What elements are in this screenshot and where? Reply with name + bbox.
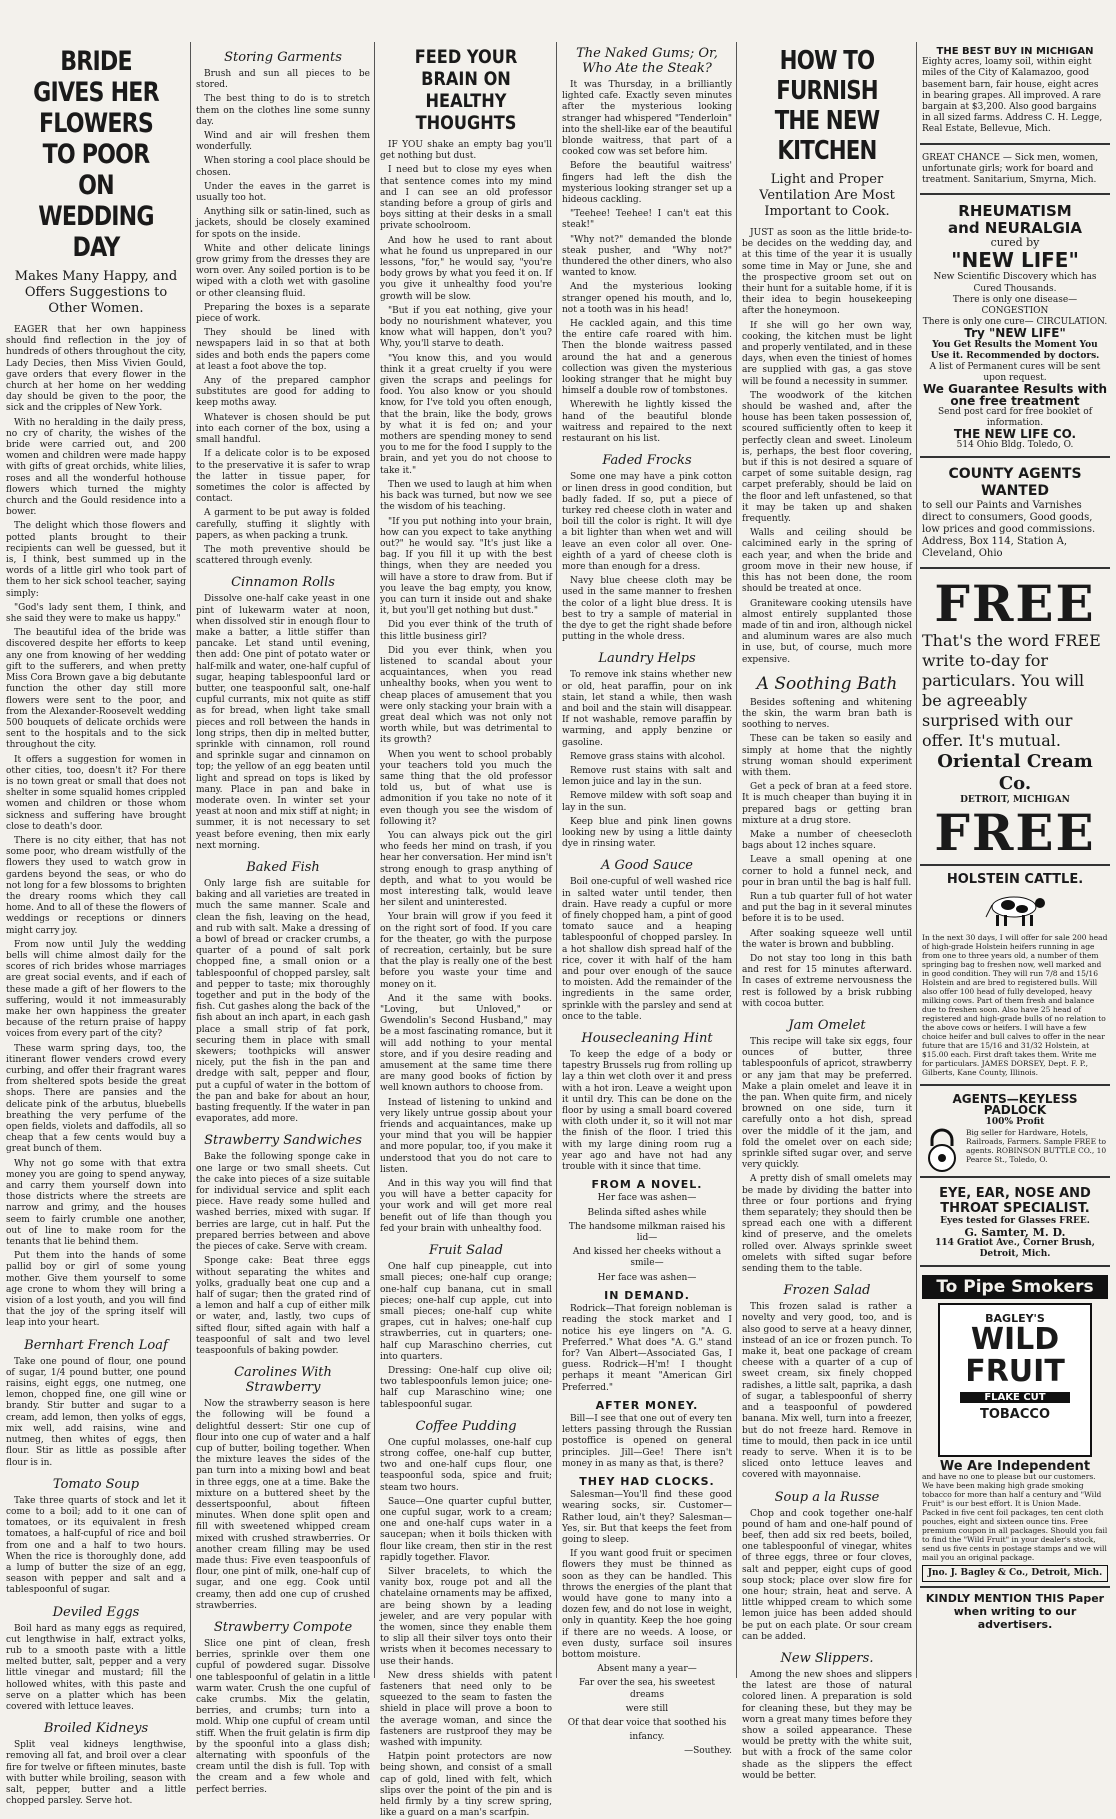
ad-line: 514 Ohio Bldg. Toledo, O. bbox=[956, 440, 1074, 451]
paragraph: And how he used to rant about what he found us unprepared in our lessons, "for," he would say, "you're body grows by what you feed it on. If you give it unhealthy food you're growth will be slow. bbox=[380, 235, 552, 302]
poem-line: Far over the sea, his sweetest dreams bbox=[578, 1678, 716, 1700]
paragraph: Keep blue and pink linen gowns looking new by using a little dainty dye in rinsing water. bbox=[562, 816, 732, 850]
subhead: New Slippers. bbox=[780, 1650, 874, 1666]
paragraph: When you went to school probably your teachers told you much the same thing that the old professor told us, but of what use is admonition if you take no note of it even though you see the wisdom of following it? bbox=[380, 749, 552, 827]
subhead: Fruit Salad bbox=[428, 1243, 503, 1259]
ad-wild-fruit bbox=[920, 1271, 1110, 1588]
ad-line: You Get Results the Moment You Use it. Recommended by doctors. bbox=[930, 339, 1100, 361]
paragraph: This recipe will take six eggs, four ounces of butter, three tablespoonfuls of apricot, strawberry or any jam that may be preferred. Make a plain omelet and leave it in the pan. When quite firm, and nicely browned on one side, turn it carefully onto a hot dish, spread over the middle of it the jam, and fold the omelet over on each side; sprinkle sifted sugar over, and serve very quickly. bbox=[742, 1037, 912, 1171]
ad-company: Oriental Cream Co. bbox=[937, 750, 1093, 794]
ad-title: RHEUMATISM bbox=[958, 202, 1072, 221]
poem-line: The handsome milkman raised his lid— bbox=[568, 1221, 726, 1244]
paragraph: Get a peck of bran at a feed store. It is much cheaper than buying it in prepared bags or getting bran mixture at a drug store. bbox=[742, 782, 912, 826]
paragraph: Run a tub quarter full of hot water and put the bag in it several minutes before it is to be used. bbox=[742, 891, 912, 925]
paragraph: Did you ever think, when you listened to scandal about your acquaintances, when you read unhealthy books, when you went to cheap places of amusement that you were only stacking your brain with a great deal which was not only not worth while, but was detrimental to its growth? bbox=[380, 645, 552, 746]
paragraph: When storing a cool place should be chosen. bbox=[196, 156, 370, 178]
subhead: Tomato Soup bbox=[52, 1476, 140, 1492]
poem-line: infancy. bbox=[629, 1732, 665, 1743]
paragraph: Only large fish are suitable for baking and all varieties are treated in much the same manner. Scale and clean the fish, leaving on the head, and rub with salt. Make a dressing of a bowl of bread or cracker crumbs, a quarter of a pound of salt pork chopped fine, a small onion or a tablespoonful of chopped parsley, salt and pepper to taste; mix thoroughly together and put in the body of the fish. Cut gashes along the back of the fish about an inch apart, in each gash place a small strip of fat pork, securing them in place with small skewers; toothpicks will answer nicely, put the fish in the pan and dredge with salt, pepper and flour, put a cupful of water in the bottom of the pan and bake for about an hour, basting frequently. If the water in pan evaporates, add more. bbox=[196, 879, 370, 1125]
paragraph: Slice one pint of clean, fresh berries, sprinkle over them one cupful of powdered sugar. Dissolve one tablespoonful of gelatin in a little warm water. Crush the one cupful of cake crumbs. Mix the gelatin, berries, and crumbs; turn into a mold. Whip one cupful of cream until stiff. When the fruit gelatin is firm dip by the spoonful into a glass dish; alternating with spoonfuls of the cream until the dish is full. Top with the cream and a few whole and perfect berries. bbox=[196, 1638, 370, 1795]
ad-body: and have no one to please but our customers. We have been making high grade smoking tobacco for more than half a century and "Wild Fruit" is our best effort. It is Union Made. Packed in five cent foil packages, ten cent cloth pouches, eight and sixteen ounce tins. Free premium coupon in all packages. Should you fail to find the "Wild Fruit" in your dealer's stock, send us five cents in postage stamps and we will mail you an original package. bbox=[922, 1471, 1108, 1562]
ad-body: Eighty acres, loamy soil, within eight miles of the City of Kalamazoo, good basement barn, fair house, eight acres in bearing grapes. All improved. A rare bargain at $3,200. Also good bargains in all sized farms. Address C. H. Legge, Real Estate, Bellevue, Mich. bbox=[922, 57, 1103, 135]
paragraph: If you want good fruit or specimen flowers they must be thinned as soon as they can be handled. This throws the energies of the plant that would have gone to many into a dozen few, and do not lose in weight, only in quantity. Keep the hoe going if there are no weeds. A loose, or even dusty, surface soil insures bottom moisture. bbox=[562, 1549, 732, 1660]
subhead: Jam Omelet bbox=[788, 1018, 866, 1033]
column-4 bbox=[562, 42, 732, 1757]
paragraph: Sponge cake: Beat three eggs without separating the whites and yolks, gradually beat one cup and a half of sugar; then the grated rind of a lemon and half a cup of either milk or water, and, lastly, two cups of sifted flour, sifted again with half a teaspoonful of salt and two level teaspoonfuls of baking powder. bbox=[196, 1256, 370, 1356]
ad-line: 100% Profit bbox=[985, 1116, 1045, 1127]
paragraph: The moth preventive should be scattered through evenly. bbox=[196, 544, 370, 567]
paragraph: From now until July the wedding bells will chime almost daily for the scores of rich brides whose marriages are great social events, and if each of these made a gift of her flowers to the suffering, would it not immeasurably make her own happiness the greater because of the return praise of happy voices from every part of the city? bbox=[6, 939, 186, 1040]
ad-body: to sell our Paints and Varnishes direct to consumers, Good goods, low prices and good commissions. Address, Box 114, Station A, Cleveland, Ohio bbox=[922, 499, 1096, 559]
headline-brain: FEED YOUR BRAIN ON HEALTHY THOUGHTS bbox=[414, 46, 518, 134]
ad-company: Jno. J. Bagley & Co., Detroit, Mich. bbox=[922, 1565, 1108, 1582]
paragraph: Take one pound of flour, one pound of sugar, 1/4 pound butter, one pound raisins, eight eggs, one nutmeg, one lemon, chopped fine, one gill wine or brandy. Stir butter and sugar to a cream, add lemon, then yolks of eggs, mix well, add raisins, wine and nutmeg, then whites of eggs, then flour. Stir as little as possible after flour is in. bbox=[6, 1356, 186, 1468]
paragraph: Under the eaves in the garret is usually too hot. bbox=[196, 181, 370, 204]
ad-county-agents bbox=[920, 462, 1110, 569]
paragraph: Any of the prepared camphor substitutes are good for adding to keep moths away. bbox=[196, 376, 370, 409]
paragraph: And it the same with books. "Loving, but Unloved," or Gwendolin's Second Husband," may be a most fascinating romance, but it will add nothing to your mental store, and if you desire reading and amusement at the same time there are many good books of fiction by well known authors to choose from. bbox=[380, 993, 552, 1094]
paragraph: Brush and sun all pieces to be stored. bbox=[196, 69, 370, 91]
paragraph: Sauce—One quarter cupful butter, one cupful sugar, work to a cream; one and one-half cups water in a saucepan; when it boils thicken with flour like cream, then stir in the rest rapidly together. Flavor. bbox=[380, 1496, 552, 1563]
paragraph: Leave a small opening at one corner to hold a funnel neck, and pour in bran until the bag is half full. bbox=[742, 855, 912, 888]
ad-line: There is only one disease— CONGESTION bbox=[952, 294, 1078, 317]
paragraph: Silver bracelets, to which the vanity box, rouge pot and all the chatelaine ornaments may be affixed, are being shown by a leading jeweler, and are very popular with the women, since they enable them to slip all their silver toys onto their wrists when it becomes necessary to use their hands. bbox=[380, 1566, 552, 1667]
paragraph: The best thing to do is to stretch them on the clothes line some sunny day. bbox=[196, 94, 370, 127]
subhead: Cinnamon Rolls bbox=[231, 575, 335, 591]
ad-title: EYE, EAR, NOSE AND THROAT SPECIALIST. bbox=[939, 1185, 1091, 1216]
deck-kitchen: Light and Proper Ventilation Are Most Important to Cook. bbox=[759, 172, 895, 219]
paragraph: I need but to close my eyes when that sentence comes into my mind and I can see an old professor standing before a group of girls and boys sitting at their desks in a small private schoolroom. bbox=[380, 165, 552, 232]
paragraph: Bake the following sponge cake in one large or two small sheets. Cut the cake into pieces of a size suitable for individual service and split each piece. Have ready some hulled and washed berries, mixed with sugar. If berries are large, cut in half. Put the prepared berries between and above the pieces of cake. Serve with cream. bbox=[196, 1152, 370, 1253]
paragraph: Wind and air will freshen them wonderfully. bbox=[196, 131, 370, 153]
poem-line: And kissed her cheeks without a smile— bbox=[572, 1247, 722, 1269]
paragraph: To remove ink stains whether new or old, heat paraffin, pour on ink stain, let stand a while, then wash and boil and the stain will disappear. If not washable, remove paraffin by warming, and apply benzine or gasoline. bbox=[562, 670, 732, 748]
paragraph: It was Thursday, in a brilliantly lighted cafe. Exactly seven minutes after the mysterious looking stranger had whispered "Tenderloin" into the shell-like ear of the beautiful blonde waitress, that part of a cooked cow was set before him. bbox=[562, 80, 732, 158]
paragraph: Among the new shoes and slippers the latest are those of natural colored linen. A preparation is sold for cleaning these, but they may be worn a great many times before they show a soiled appearance. These would be pretty with the white suit, but with a frock of the same color shade as the slippers the effect would be better. bbox=[742, 1669, 912, 1781]
paragraph: The woodwork of the kitchen should be washed and, after the house has been taken possession of, scoured sufficiently often to keep it perfectly clean and sweet. Linoleum is, perhaps, the best floor covering, but if this is not desired a square of carpet of some suitable design, rag carpet preferably, should be laid on the floor and left unfastened, so that it may be taken up and shaken frequently. bbox=[742, 390, 912, 525]
ad-body: GREAT CHANCE — Sick men, women, unfortunate girls; work for board and treatment. Sanitarium, Smyrna, Mich. bbox=[922, 152, 1099, 186]
ad-michigan-farm bbox=[920, 42, 1110, 145]
paragraph: Why not go some with that extra money you are going to spend anyway, and carry them yourself down into those districts where the streets are narrow and grimy, and the houses seem to fairly crumble one another, out of line to make room for the tenants that lie behind them. bbox=[6, 1158, 186, 1248]
paragraph: Graniteware cooking utensils have almost entirely supplanted those made of tin and iron, although nickel and aluminum wares are also much in use, but, of course, much more expensive. bbox=[742, 598, 912, 665]
box-heading: IN DEMAND. bbox=[604, 1288, 690, 1302]
ad-line: THE NEW LIFE CO. bbox=[953, 427, 1077, 442]
poem-line: Belinda sifted ashes while bbox=[587, 1207, 707, 1218]
ad-free-word: FREE bbox=[934, 802, 1096, 862]
paragraph: The beautiful idea of the bride was discovered despite her efforts to keep any one from knowing of her wedding gift to the sufferers, and when pretty Miss Cora Brown gave a big debutante function the other day still more flowers were sent to the poor, and from the Alexander-Roosevelt wedding 500 bouquets of delicate orchids were sent to the hospitals and to the sick throughout the city. bbox=[6, 628, 186, 751]
headline-gums-2: Who Ate the Steak? bbox=[582, 61, 712, 76]
box-heading: AFTER MONEY. bbox=[595, 1398, 699, 1412]
box-heading: THEY HAD CLOCKS. bbox=[579, 1474, 715, 1488]
package-brand: BAGLEY'S bbox=[985, 1311, 1045, 1325]
paragraph: After soaking squeeze well until the water is brown and bubbling. bbox=[742, 928, 912, 950]
ad-title: To Pipe Smokers bbox=[922, 1275, 1108, 1299]
ad-new-life bbox=[920, 199, 1110, 457]
poem-line: Of that dear voice that soothed his bbox=[567, 1718, 727, 1728]
paragraph: Remove grass stains with alcohol. bbox=[570, 751, 726, 762]
ad-line: A list of Permanent cures will be sent upon request. bbox=[929, 362, 1101, 384]
paragraph: Remove mildew with soft soap and lay in the sun. bbox=[562, 791, 732, 813]
poem-line: were still bbox=[625, 1703, 669, 1714]
paragraph: You can always pick out the girl who feeds her mind on trash, if you hear her conversation. Her mind isn't strong enough to grasp anything of depth, and what to you would be most interesting talk, would leave her silent and uninterested. bbox=[380, 830, 552, 909]
paragraph: A garment to be put away is folded carefully, stuffing it slightly with papers, as when packing a trunk. bbox=[196, 508, 370, 541]
ad-eye-specialist bbox=[920, 1182, 1110, 1267]
ad-line: Eyes tested for Glasses FREE. bbox=[940, 1215, 1090, 1226]
subhead: Laundry Helps bbox=[598, 651, 696, 667]
paragraph: This frozen salad is rather a novelty and very good, too, and is also good to serve at a heavy dinner, instead of an ice or frozen punch. To make it, beat one package of cream cheese with a quarter of a cup of sweet cream, six finely chopped radishes, a little salt, paprika, a dash of sugar, a tablespoonful of sherry and a teaspoonful of powdered banana. Mix well, turn into a freezer, but do not freeze hard. Remove in time to mould, then pack in ice until ready to serve. When it is to be sliced onto lettuce leaves and covered with mayonnaise. bbox=[742, 1302, 912, 1481]
paragraph: It offers a suggestion for women in other cities, too, doesn't it? For there is no town great or small that does not shelter in some squalid homes crippled women and children or those whom sickness and suffering have brought close to death's door. bbox=[6, 754, 186, 832]
paragraph: Walls and ceiling should be calcimined early in the spring of each year, and when the bride and groom move in their new house, if this has not been done, the room should be treated at once. bbox=[742, 528, 912, 595]
paragraph: Do not stay too long in this bath and rest for 15 minutes afterward. In cases of extreme nervousness the rest is followed by a brisk rubbing with cocoa butter. bbox=[742, 953, 912, 1009]
ad-title: AGENTS—KEYLESS PADLOCK bbox=[952, 1092, 1078, 1118]
ad-sanitarium bbox=[920, 149, 1110, 196]
subhead: Soup a la Russe bbox=[774, 1489, 880, 1505]
paragraph: Now the strawberry season is here the following will be found a delightful dessert: Stir one cup of flour into one cup of water and a half cup of butter, boiling together. When the mixture leaves the sides of the pan turn into a mixing bowl and beat in three eggs, one at a time. Bake the mixture on a buttered sheet by the dessertspoonful, about fifteen minutes. When done split open and fill with sweetened whipped cream mixed with crushed strawberries. Or another cream filling may be used made thus: Five even teaspoonfuls of flour, one pint of milk, one-half cup of sugar, and one egg. Cook until creamy, then add one cup of crushed strawberries. bbox=[196, 1399, 370, 1611]
ad-line: There is only one cure— CIRCULATION. bbox=[922, 317, 1108, 328]
paragraph: Dressing: One-half cup olive oil; two tablespoonfuls lemon juice; one-half cup Maraschino wine; one tablespoonful sugar. bbox=[380, 1365, 552, 1410]
paragraph: Whatever is chosen should be put into each corner of the box, using a small handful. bbox=[196, 412, 370, 446]
paragraph: And the mysterious looking stranger opened his mouth, and lo, not a tooth was in his head! bbox=[562, 282, 732, 315]
subhead: Frozen Salad bbox=[783, 1283, 871, 1299]
ad-line: cured by bbox=[990, 236, 1040, 250]
padlock-icon bbox=[922, 1128, 962, 1172]
paragraph: Split veal kidneys lengthwise, removing all fat, and broil over a clear fire for twelve or fifteen minutes, baste with butter while broiling, season with salt, pepper, butter and a little chopped parsley. Serve hot. bbox=[6, 1740, 186, 1807]
paragraph: "God's lady sent them, I think, and she said they were to make us happy." bbox=[6, 602, 186, 625]
ad-body: In the next 30 days, I will offer for sale 200 head of high-grade Holstein heifers running in age from one to three years old, a number of them springing bag to freshen now, well marked and in good condition. They will run 7/8 and 15/16 Holstein and are bred to registered bulls. Will also offer 100 head of fully developed, heavy milking cows. Part of them fresh and balance due to freshen soon. Also have 25 head of registered and high-grade bulls of no relation to the above cows or heifers. I will have a few choice heifer and bull calves to offer in the near future that are 15/16 and 31/32 Holstein, at $15.00 each. First draft takes them. Write me for particulars. JAMES DORSEY, Dept. F. P., Gilberts, Kane County, Illinois. bbox=[922, 933, 1108, 1078]
subhead: Carolines With Strawberry bbox=[234, 1365, 332, 1396]
paragraph: "But if you eat nothing, give your body no nourishment whatever, you know what will happen, don't you? Why, you'll starve to death. bbox=[380, 305, 552, 350]
paragraph: "You know this, and you would think it a great cruelty if you were given the scraps and peelings for food. You also know or you should know, for I've told you often enough, that the brain, like the body, grows by what it is fed on; and your mothers are spending money to send you to me for the food I supply to the brain, and yet you do not choose to take it." bbox=[380, 353, 552, 476]
subhead: Baked Fish bbox=[246, 860, 320, 875]
ad-title: and NEURALGIA bbox=[948, 219, 1082, 238]
ad-kindly-mention: KINDLY MENTION THIS Paper when writing to our advertisers. bbox=[925, 1591, 1105, 1631]
paragraph: These can be taken so easily and simply at home that the nightly strung woman should experiment with them. bbox=[742, 734, 912, 778]
paragraph: Instead of listening to unkind and very likely untrue gossip about your friends and acquaintances, make up your mind that you will be happier and more popular, too, if you make it understood that you do not care to listen. bbox=[380, 1097, 552, 1175]
paragraph: He cackled again, and this time the entire cafe roared with him. Then the blonde waitress passed around the hat and a generous collection was given the mysterious looking stranger that he might buy himself a double row of tombstones. bbox=[562, 319, 732, 397]
paragraph: IF YOU shake an empty bag you'll get nothing but dust. bbox=[380, 140, 552, 162]
ad-line: G. Samter, M. D. bbox=[964, 1225, 1066, 1239]
package-brand: WILD bbox=[970, 1321, 1060, 1357]
subhead: A Soothing Bath bbox=[756, 673, 898, 694]
paragraph: Boil hard as many eggs as required, cut lengthwise in half, extract yolks, rub to a smooth paste with a little melted butter, salt, pepper and a very little vinegar and mustard; fill the hollowed whites, with this paste and serve on a platter which has been covered with lettuce leaves. bbox=[6, 1623, 186, 1712]
deck-bride: Makes Many Happy, and Offers Suggestions to Other Women. bbox=[14, 269, 178, 316]
ad-title: "NEW LIFE" bbox=[951, 248, 1079, 273]
paragraph: JUST as soon as the little bride-to-be decides on the wedding day, and at this time of the year it is usually some time in May or June, she and the prospective groom set out on their hunt for a suitable home, if it is their idea to begin housekeeping after the honeymoon. bbox=[742, 228, 912, 317]
paragraph: To keep the edge of a body or tapestry Brussels rug from rolling up lay a thin wet cloth over it and press with a hot iron. Leave a weight upon it until dry. This can be done on the floor by using a small board covered with cloth under it, so it will not mar the finish of the floor. I tried this with my large dining room rug a year ago and have not had any trouble with it since that time. bbox=[562, 1050, 732, 1173]
paragraph: "Why not?" demanded the blonde steak pusher, and "Why not?" thundered the other diners, who also wanted to know. bbox=[562, 234, 732, 279]
paragraph: White and other delicate linings grow grimy from the dresses they are worn over. Any soiled portion is to be wiped with a cloth wet with gasoline or other cleansing fluid. bbox=[196, 243, 370, 299]
ad-subtitle: We Are Independent bbox=[939, 1458, 1091, 1474]
headline-kitchen: HOW TO FURNISH THE NEW KITCHEN bbox=[774, 46, 880, 166]
poem-line: Her face was ashen— bbox=[597, 1272, 697, 1283]
ad-padlock bbox=[920, 1090, 1110, 1178]
paragraph: Your brain will grow if you feed it on the right sort of food. If you care for the theater, go with the purpose of recreation, certainly, but be sure that the play is really one of the best before you waste your time and money on it. bbox=[380, 912, 552, 990]
subhead: Faded Frocks bbox=[602, 453, 692, 469]
poem-line: Her face was ashen— bbox=[597, 1193, 697, 1204]
box-heading: FROM A NOVEL. bbox=[591, 1178, 703, 1192]
ad-body: That's the word FREE write to-day for particulars. You will be agreeably surprised with our offer. It's mutual. bbox=[922, 630, 1101, 750]
column-rule bbox=[190, 42, 191, 1678]
paragraph: Salesman—You'll find these good wearing socks, sir. Customer—Rather loud, ain't they? Salesman—Yes, sir. But that keeps the feet from going to sleep. bbox=[562, 1490, 732, 1545]
column-2 bbox=[196, 42, 370, 1795]
ad-oriental-cream bbox=[920, 573, 1110, 866]
paragraph: Rodrick—That foreign nobleman is reading the stock market and I notice his eye lingers on "A. G. Preferred." What does "A. G." stand for? Van Albert—Associated Gas, I guess. Rodrick—H'm! I thought perhaps it meant "American Girl Preferred." bbox=[562, 1304, 732, 1393]
subhead: Housecleaning Hint bbox=[581, 1031, 713, 1047]
paragraph: If she will go her own way, cooking, the kitchen must be light and properly ventilated, and in these days, when even the tiniest of homes are supplied with gas, a gas stove will be found a necessity in summer. bbox=[742, 320, 912, 387]
cow-icon bbox=[980, 889, 1050, 929]
column-rule bbox=[556, 42, 557, 1678]
paragraph: And in this way you will find that you will have a better capacity for your work and will get more real benefit out of life than though you fed your brain with unhealthy food. bbox=[380, 1179, 552, 1234]
paragraph: Chop and cook together one-half pound of ham and one-half pound of beef, then add six red beets, boiled, one tablespoonful of vinegar, whites of three eggs, three or four cloves, salt and pepper, eight cups of good soup stock; place over slow fire for one hour; strain, heat and serve. A little whipped cream to which some lemon juice has been added should be put on each plate. Or sour cream can be added. bbox=[742, 1508, 912, 1642]
poem-line: Absent many a year— bbox=[597, 1664, 697, 1675]
paragraph: Besides softening and whitening the skin, the warm bran bath is soothing to nerves. bbox=[742, 697, 912, 731]
paragraph: EAGER that her own happiness should find reflection in the joy of hundreds of others throughout the city, Lady Decies, then Miss Vivien Gould, gave orders that every flower in the church at her home on her wedding day should be given to the poor, the sick and the cripples of New York. bbox=[6, 325, 186, 414]
column-rule bbox=[916, 42, 917, 1678]
subhead: Deviled Eggs bbox=[52, 1604, 140, 1620]
paragraph: Some one may have a pink cotton or linen dress in good condition, but badly faded. If so, put a piece of turkey red cheese cloth in water and boil till the color is right. It will dye a bit lighter than when wet and will leave an even color all over. One-eighth of a yard of cheese cloth is more than enough for a dress. bbox=[562, 472, 732, 572]
paragraph: Hatpin point protectors are now being shown, and consist of a small cap of gold, lined with felt, which slips over the point of the pin and is held firmly by a tiny screw spring, like a guard on a man's scarfpin. bbox=[380, 1752, 552, 1819]
paragraph: Bill—I see that one out of every ten letters passing through the Russian postoffice is opened on general principles. Jill—Gee! There isn't money in as many as that, is there? bbox=[562, 1413, 732, 1469]
subhead: Strawberry Compote bbox=[213, 1619, 353, 1635]
paragraph: They should be lined with newspapers laid in so that at both sides and both ends the papers come at least a foot above the top. bbox=[196, 328, 370, 372]
paragraph: With no heralding in the daily press, no cry of charity, the wishes of the bride were carried out, and 200 women and children were made happy with gifts of great orchids, white lilies, roses and all the wonderful hothouse flowers which turned the mighty church and the Gould residence into a bower. bbox=[6, 417, 186, 518]
ad-body: Big seller for Hardware, Hotels, Railroads, Farmers. Sample FREE to agents. ROBINSON BUTTLE CO., 10 Pearce St., Toledo, O. bbox=[966, 1127, 1107, 1164]
paragraph: Boil one-cupful of well washed rice in salted water until tender, then drain. Have ready a cupful or more of finely chopped ham, a pint of good tomato sauce and a heaping tablespoonful of chopped parsley. In a hot shallow dish spread half of the rice, cover it with half of the ham and pour over enough of the sauce to moisten. Add the remainder of the ingredients in the same order, sprinkle with the parsley and send at once to the table. bbox=[562, 877, 732, 1022]
paragraph: Put them into the hands of some pallid boy or girl of some young mother. Give them yourself to some age crone to whom they will bring a vision of a lost youth, and you will find that the joy of the spring itself will leap into your heart. bbox=[6, 1251, 186, 1329]
column-rule bbox=[374, 42, 375, 1678]
poem-attribution: —Southey. bbox=[684, 1746, 732, 1757]
subhead: Storing Garments bbox=[224, 50, 342, 65]
headline-gums: The Naked Gums; Or, bbox=[576, 46, 718, 61]
paragraph: Did you ever think of the truth of this little business girl? bbox=[380, 620, 552, 642]
paragraph: A pretty dish of small omelets may be made by dividing the batter into three or four portions and frying them separately; they should then be spread each one with a different kind of preserve, and the omelets rolled over. Always sprinkle sweet omelets with sifted sugar before sending them to the table. bbox=[742, 1174, 912, 1275]
package-brand: FLAKE CUT bbox=[960, 1392, 1070, 1403]
ad-line: Try "NEW LIFE" bbox=[964, 326, 1066, 341]
column-1 bbox=[6, 42, 186, 1807]
column-5 bbox=[742, 42, 912, 1781]
column-ads bbox=[920, 42, 1110, 1678]
package-brand: TOBACCO bbox=[979, 1406, 1051, 1422]
ad-line: New Scientific Discovery which has Cured Thousands. bbox=[933, 272, 1097, 294]
paragraph: If a delicate color is to be exposed to the preservative it is safer to wrap the latter in tissue paper, for sometimes the color is affected by contact. bbox=[196, 449, 370, 505]
ad-title: HOLSTEIN CATTLE. bbox=[946, 871, 1084, 887]
ad-title: THE BEST BUY IN MICHIGAN bbox=[936, 46, 1094, 57]
ad-holstein bbox=[920, 870, 1110, 1086]
paragraph: Anything silk or satin-lined, such as jackets, should be closely examined for spots on the inside. bbox=[196, 207, 370, 240]
paragraph: Dissolve one-half cake yeast in one pint of lukewarm water at noon, when dissolved stir in enough flour to make a batter, a little stiffer than pancake. Let stand until evening, then add: One pint of potato water or half-milk and water, one-half cupful of sugar, heaping tablespoonful lard or butter, one teaspoonful salt, one-half cupful currants, mix not quite as stiff as for bread, when light take small pieces and roll between the hands in long strips, then dip in melted butter, sprinkle with cinnamon, roll round and sprinkle sugar and cinnamon on top; the yellow of an egg beaten until light and spread on tops is liked by many. Place in pan and bake in moderate oven. In winter set your yeast at noon and mix stiff at night; in summer, it is not necessary to set yeast before evening, then mix early next morning. bbox=[196, 594, 370, 851]
paragraph: Navy blue cheese cloth may be used in the same manner to freshen the color of a light blue dress. It is best to try a sample of material in the dye to get the right shade before putting in the whole dress. bbox=[562, 576, 732, 643]
paragraph: Before the beautiful waitress' fingers had left the dish the mysterious looking stranger set up a hideous cackling. bbox=[562, 161, 732, 206]
paragraph: These warm spring days, too, the itinerant flower venders crowd every curbing, and offer their fragrant wares from sheltered spots beside the great shops. There are pansies and the delicate pink of the arbutus, bluebells breathing the very perfume of the open fields, violets and daffodils, all so cheap that a few cents would buy a great bunch of them. bbox=[6, 1043, 186, 1155]
ad-line: 114 Gratiot Ave., Corner Brush, Detroit, Mich. bbox=[935, 1238, 1095, 1260]
paragraph: There is no city either, that has not some poor, who dream wistfully of the flowers they used to watch grow in gardens beyond the seas, or who do not long for a few blossoms to brighten the dreary rooms which they call home. And to all of these the flowers of weddings or receptions or dinners might carry joy. bbox=[6, 835, 186, 936]
ad-line: We Guarantee Results with one free treatment bbox=[922, 382, 1108, 408]
ad-line: Send post card for free booklet of information. bbox=[937, 406, 1093, 429]
paragraph: One half cup pineapple, cut into small pieces; one-half cup orange; one-half cup banana, cut in small pieces; one-half cup apple, cut into small pieces; one-half cup white grapes, cut in halves; one-half cup strawberries, cut in quarters; one-half cup Maraschino cherries, cut into quarters. bbox=[380, 1262, 552, 1362]
subhead: Coffee Pudding bbox=[415, 1418, 517, 1434]
paragraph: Take three quarts of stock and let it come to a boil; add to it one can of tomatoes, or its equivalent in fresh tomatoes, a half-cupful of rice and boil from one and a half to two hours. When the rice is thoroughly done, add a lump of butter the size of an egg, season with pepper and salt and a tablespoonful of sugar. bbox=[6, 1495, 186, 1596]
paragraph: One cupful molasses, one-half cup strong coffee, one-half cup butter, two and one-half cups flour, one teaspoonful soda, spice and fruit; steam two hours. bbox=[380, 1437, 552, 1493]
subhead: A Good Sauce bbox=[600, 858, 693, 874]
paragraph: Remove rust stains with salt and lemon juice and lay in the sun. bbox=[562, 765, 732, 788]
paragraph: Make a number of cheesecloth bags about 12 inches square. bbox=[742, 829, 912, 852]
paragraph: New dress shields with patent fasteners that need only to be squeezed to the seam to fasten the shield in place will prove a boon to the average woman, and since the fasteners are rustproof they may be washed with impunity. bbox=[380, 1670, 552, 1749]
tobacco-package bbox=[938, 1303, 1092, 1457]
paragraph: Preparing the boxes is a separate piece of work. bbox=[196, 302, 370, 325]
ad-title: COUNTY AGENTS WANTED bbox=[948, 465, 1082, 499]
paragraph: The delight which those flowers and potted plants brought to their recipients can well be guessed, but it is, I think, best summed up in the words of a little girl who took part of them to her sick school teacher, saying simply: bbox=[6, 521, 186, 599]
ad-city: DETROIT, MICHIGAN bbox=[960, 794, 1070, 805]
paragraph: Then we used to laugh at him when his back was turned, but now we see the wisdom of his teaching. bbox=[380, 479, 552, 513]
subhead: Bernhart French Loaf bbox=[24, 1337, 168, 1353]
subhead: Strawberry Sandwiches bbox=[204, 1133, 362, 1149]
column-3 bbox=[380, 42, 552, 1819]
ad-free-word: FREE bbox=[934, 573, 1096, 633]
paragraph: "Teehee! Teehee! I can't eat this steak!" bbox=[562, 209, 732, 231]
headline-bride: BRIDE GIVES HER FLOWERS TO POOR ON WEDDING DAY bbox=[33, 46, 159, 263]
column-rule bbox=[736, 42, 737, 1678]
package-brand: FRUIT bbox=[965, 1353, 1065, 1389]
paragraph: "If you put nothing into your brain, how can you expect to take anything out?" he would say. "It's just like a bag. If you fill it up with the best things, when they are needed you will have a store to draw from. But if you leave the bag empty, you know, you can turn it inside out and shake it, but you'll get nothing but dust." bbox=[380, 516, 552, 617]
subhead: Broiled Kidneys bbox=[43, 1721, 149, 1737]
paragraph: Wherewith he lightly kissed the hand of the beautiful blonde waitress and repaired to the next restaurant on his list. bbox=[562, 400, 732, 445]
